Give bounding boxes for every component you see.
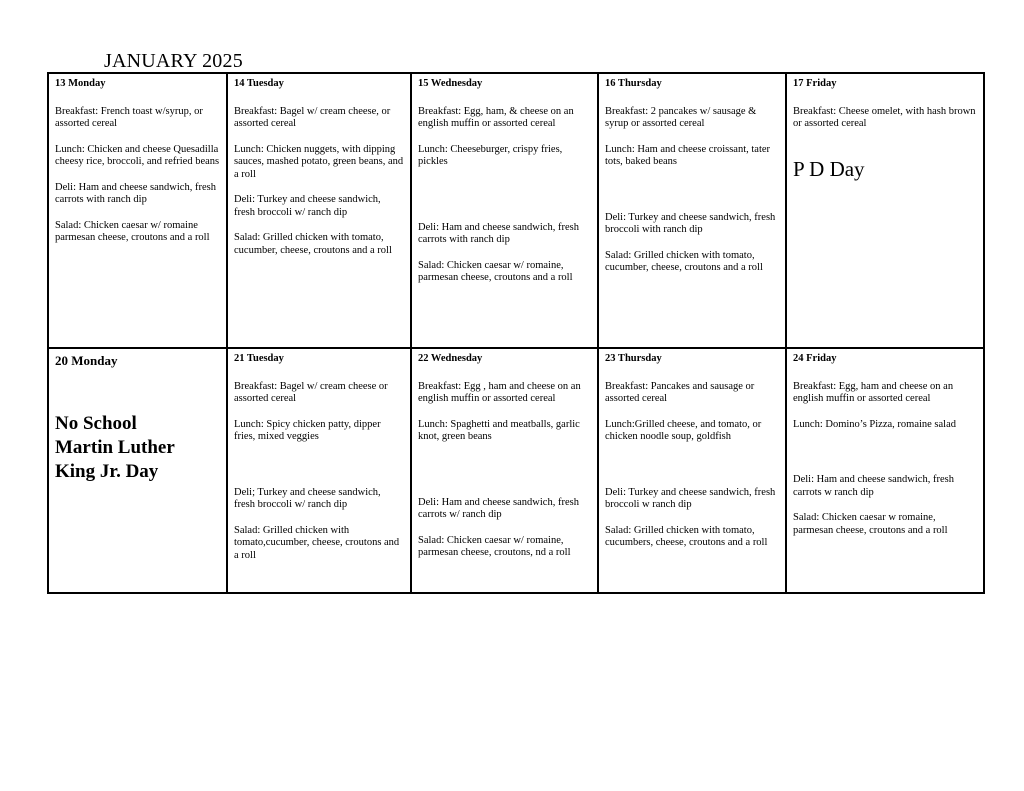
deli-item: Deli: Ham and cheese sandwich, fresh carrots w/ ranch dip — [418, 496, 579, 520]
salad-item: Salad: Chicken caesar w/ romaine, parmesan cheese, croutons, nd a roll — [418, 534, 571, 558]
menu-calendar — [47, 72, 985, 594]
breakfast-item: Breakfast: Cheese omelet, with hash brown or assorted cereal — [793, 105, 976, 129]
salad-item: Salad: Grilled chicken with tomato,cucumber, cheese, croutons and a roll — [234, 524, 400, 561]
day-heading: 14 Tuesday — [234, 78, 284, 89]
salad-item: Salad: Grilled chicken with tomato, cucumber, cheese, croutons and a roll — [605, 249, 763, 273]
breakfast-item: Breakfast: French toast w/syrup, or assorted cereal — [55, 105, 203, 129]
day-heading: 13 Monday — [55, 78, 106, 89]
lunch-item: Lunch: Chicken and cheese Quesadilla cheesy rice, broccoli, and refried beans — [55, 143, 220, 167]
day-cell-22 — [411, 348, 598, 593]
lunch-item: Lunch: Ham and cheese croissant, tater tots, baked beans — [605, 143, 771, 167]
week-row — [48, 73, 984, 348]
lunch-item: Lunch: Chicken nuggets, with dipping sauces, mashed potato, green beans, and a roll — [234, 143, 404, 180]
deli-item: Deli: Turkey and cheese sandwich, fresh broccoli w ranch dip — [605, 486, 776, 510]
day-heading: 24 Friday — [793, 353, 837, 364]
holiday-line: No School — [55, 412, 137, 434]
salad-item: Salad: Chicken caesar w/ romaine, parmesan cheese, croutons and a roll — [418, 259, 573, 283]
breakfast-item: Breakfast: Egg, ham and cheese on an english muffin or assorted cereal — [793, 380, 954, 404]
page-title: JANUARY 2025 — [104, 50, 243, 72]
deli-item: Deli: Ham and cheese sandwich, fresh carrots with ranch dip — [418, 221, 579, 245]
day-heading: 20 Monday — [55, 353, 118, 368]
breakfast-item: Breakfast: Egg, ham, & cheese on an english muffin or assorted cereal — [418, 105, 574, 129]
week-row — [48, 348, 984, 593]
day-heading: 22 Wednesday — [418, 353, 483, 364]
holiday-note — [55, 412, 220, 484]
day-cell-13 — [48, 73, 227, 348]
lunch-item: Lunch: Cheeseburger, crispy fries, pickles — [418, 143, 563, 167]
day-heading: 21 Tuesday — [234, 353, 284, 364]
breakfast-item: Breakfast: Egg , ham and cheese on an english muffin or assorted cereal — [418, 380, 581, 404]
day-heading: 16 Thursday — [605, 78, 662, 89]
day-heading: 17 Friday — [793, 78, 837, 89]
breakfast-item: Breakfast: 2 pancakes w/ sausage & syrup or assorted cereal — [605, 105, 757, 129]
lunch-item: Lunch:Grilled cheese, and tomato, or chicken noodle soup, goldfish — [605, 418, 762, 442]
breakfast-item: Breakfast: Bagel w/ cream cheese, or assorted cereal — [234, 105, 391, 129]
day-cell-16 — [598, 73, 786, 348]
breakfast-item: Breakfast: Pancakes and sausage or assorted cereal — [605, 380, 755, 404]
day-heading: 23 Thursday — [605, 353, 662, 364]
deli-item: Deli; Turkey and cheese sandwich, fresh broccoli w/ ranch dip — [234, 486, 381, 510]
salad-item: Salad: Chicken caesar w romaine, parmesan cheese, croutons and a roll — [793, 512, 948, 536]
day-cell-14 — [227, 73, 411, 348]
day-cell-21 — [227, 348, 411, 593]
pd-day-note: P D Day — [793, 156, 865, 181]
deli-item: Deli: Turkey and cheese sandwich, fresh broccoli w/ ranch dip — [234, 194, 381, 218]
deli-item: Deli: Ham and cheese sandwich, fresh carrots w ranch dip — [793, 474, 954, 498]
salad-item: Salad: Chicken caesar w/ romaine parmesan cheese, croutons and a roll — [55, 219, 210, 243]
day-cell-20 — [48, 348, 227, 593]
lunch-item: Lunch: Domino’s Pizza, romaine salad — [793, 418, 957, 430]
holiday-line: King Jr. Day — [55, 460, 159, 482]
breakfast-item: Breakfast: Bagel w/ cream cheese or assorted cereal — [234, 380, 388, 404]
day-heading: 15 Wednesday — [418, 78, 483, 89]
deli-item: Deli: Ham and cheese sandwich, fresh carrots with ranch dip — [55, 181, 216, 205]
day-cell-24 — [786, 348, 984, 593]
day-cell-23 — [598, 348, 786, 593]
salad-item: Salad: Grilled chicken with tomato, cucumbers, cheese, croutons and a roll — [605, 524, 768, 548]
day-cell-15 — [411, 73, 598, 348]
day-cell-17 — [786, 73, 984, 348]
holiday-line: Martin Luther — [55, 436, 175, 458]
lunch-item: Lunch: Spicy chicken patty, dipper fries, mixed veggies — [234, 418, 381, 442]
deli-item: Deli: Turkey and cheese sandwich, fresh broccoli with ranch dip — [605, 211, 776, 235]
lunch-item: Lunch: Spaghetti and meatballs, garlic knot, green beans — [418, 418, 580, 442]
salad-item: Salad: Grilled chicken with tomato, cucumber, cheese, croutons and a roll — [234, 232, 392, 256]
